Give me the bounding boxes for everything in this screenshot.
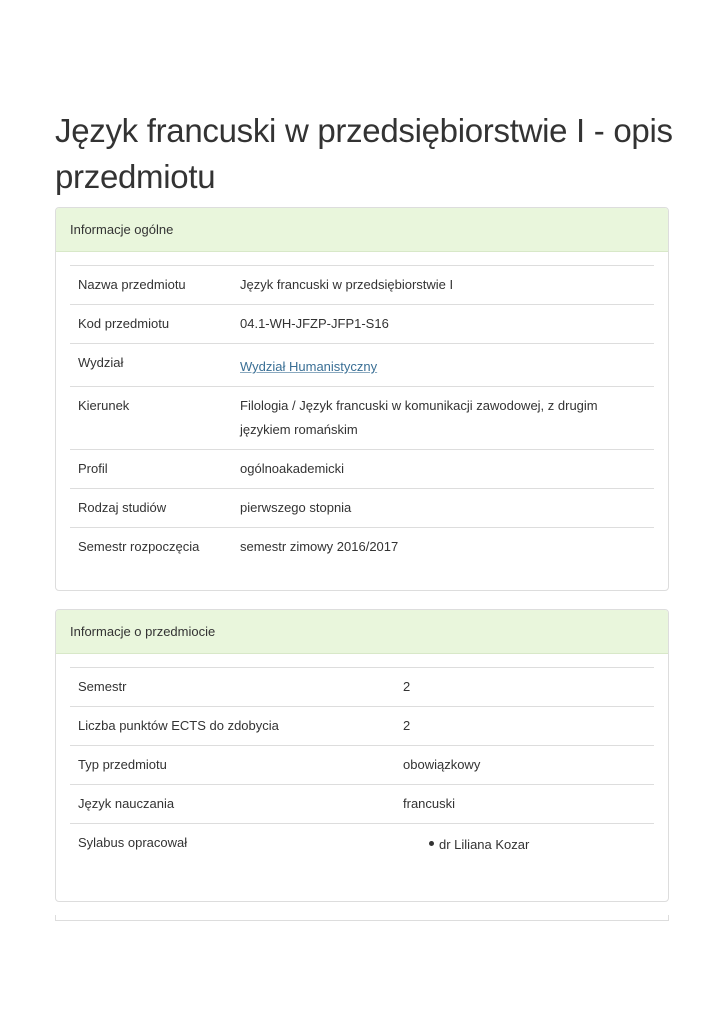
row-label: Semestr rozpoczęcia [70,528,232,567]
row-value: obowiązkowy [395,746,654,785]
subject-info-heading: Informacje o przedmiocie [56,610,668,654]
row-value [395,824,654,865]
row-value: Filologia / Język francuski w komunikacji zawodowej, z drugim językiem romańskim [232,387,654,450]
table-row [70,450,654,489]
table-row [70,305,654,344]
row-value: francuski [395,785,654,824]
row-value: semestr zimowy 2016/2017 [232,528,654,567]
table-row [70,387,654,450]
table-row [70,344,654,387]
list-item: dr Liliana Kozar [429,836,646,854]
table-row [70,785,654,824]
table-row [70,746,654,785]
row-label: Typ przedmiotu [70,746,395,785]
general-info-table [70,265,654,566]
table-row [70,266,654,305]
table-row [70,668,654,707]
row-label: Rodzaj studiów [70,489,232,528]
row-value: Język francuski w przedsiębiorstwie I [232,266,654,305]
faculty-link[interactable]: Wydział Humanistyczny [240,359,378,374]
row-value: 04.1-WH-JFZP-JFP1-S16 [232,305,654,344]
row-label: Sylabus opracował [70,824,395,865]
table-row [70,824,654,865]
row-label: Semestr [70,668,395,707]
row-value [232,344,654,387]
table-row [70,528,654,567]
subject-info-panel [55,609,669,902]
row-value: 2 [395,707,654,746]
row-label: Nazwa przedmiotu [70,266,232,305]
table-row [70,489,654,528]
row-label: Język nauczania [70,785,395,824]
subject-info-table [70,667,654,864]
row-label: Profil [70,450,232,489]
row-label: Wydział [70,344,232,387]
row-value: pierwszego stopnia [232,489,654,528]
general-info-body [56,252,668,566]
page-title: Język francuski w przedsiębiorstwie I - opis przedmiotu [55,112,673,195]
next-panel-edge [55,915,669,921]
row-label: Liczba punktów ECTS do zdobycia [70,707,395,746]
row-label: Kierunek [70,387,232,450]
row-value: 2 [395,668,654,707]
table-row [70,707,654,746]
syllabus-author-list [403,834,646,854]
row-label: Kod przedmiotu [70,305,232,344]
general-info-panel [55,207,669,591]
row-value: ogólnoakademicki [232,450,654,489]
subject-info-body [56,654,668,864]
general-info-heading: Informacje ogólne [56,208,668,252]
